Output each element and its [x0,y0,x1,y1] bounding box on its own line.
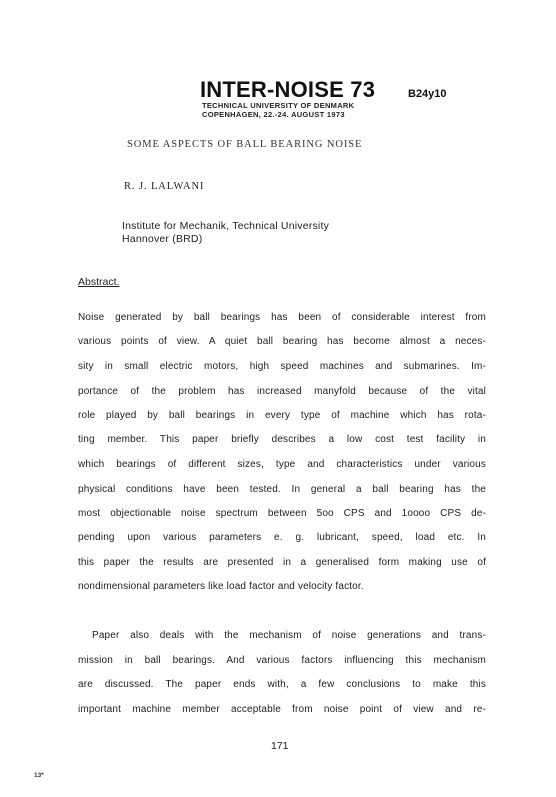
affiliation-line-2: Hannover (BRD) [122,233,203,245]
text-line: sity in small electric motors, high speed machines and submarines. Im- [78,361,486,372]
paper-title: SOME ASPECTS OF BALL BEARING NOISE [127,139,363,150]
page-number: 171 [271,740,289,752]
text-line: ting member. This paper briefly describes a low cost test facility in [78,434,486,445]
text-line: most objectionable noise spectrum between 5oo CPS and 1oooo CPS de- [78,508,486,519]
text-line: physical conditions have been tested. In general a ball bearing has the [78,484,486,495]
text-line: pending upon various parameters e. g. lubricant, speed, load etc. In [78,532,486,543]
text-line: portance of the problem has increased manyfold because of the vital [78,386,486,397]
text-line: which bearings of different sizes, type and characteristics under various [78,459,486,470]
author-name: R. J. LALWANI [124,181,205,192]
text-line: role played by ball bearings in every type of machine which has rota- [78,410,486,421]
conference-institution: TECHNICAL UNIVERSITY OF DENMARK [202,101,355,110]
footer-mark: 13* [34,772,44,779]
conference-location-date: COPENHAGEN, 22.-24. AUGUST 1973 [202,110,345,119]
affiliation-line-1: Institute for Mechanik, Technical University [122,220,330,232]
text-line: nondimensional parameters like load factor and velocity factor. [78,581,364,592]
text-line: mission in ball bearings. And various factors influencing this mechanism [78,655,486,666]
paper-code: B24y10 [408,88,447,100]
text-line: important machine member acceptable from noise point of view and re- [78,704,486,715]
text-line: Paper also deals with the mechanism of noise generations and trans- [92,630,486,641]
text-line: Noise generated by ball bearings has been of considerable interest from [78,312,486,323]
text-line: are discussed. The paper ends with, a few conclusions to make this [78,679,486,690]
text-line: various points of view. A quiet ball bearing has become almost a neces- [78,336,486,347]
text-line: this paper the results are presented in a generalised form making use of [78,557,486,568]
abstract-heading: Abstract. [78,276,120,288]
conference-title: INTER-NOISE 73 [200,77,376,102]
